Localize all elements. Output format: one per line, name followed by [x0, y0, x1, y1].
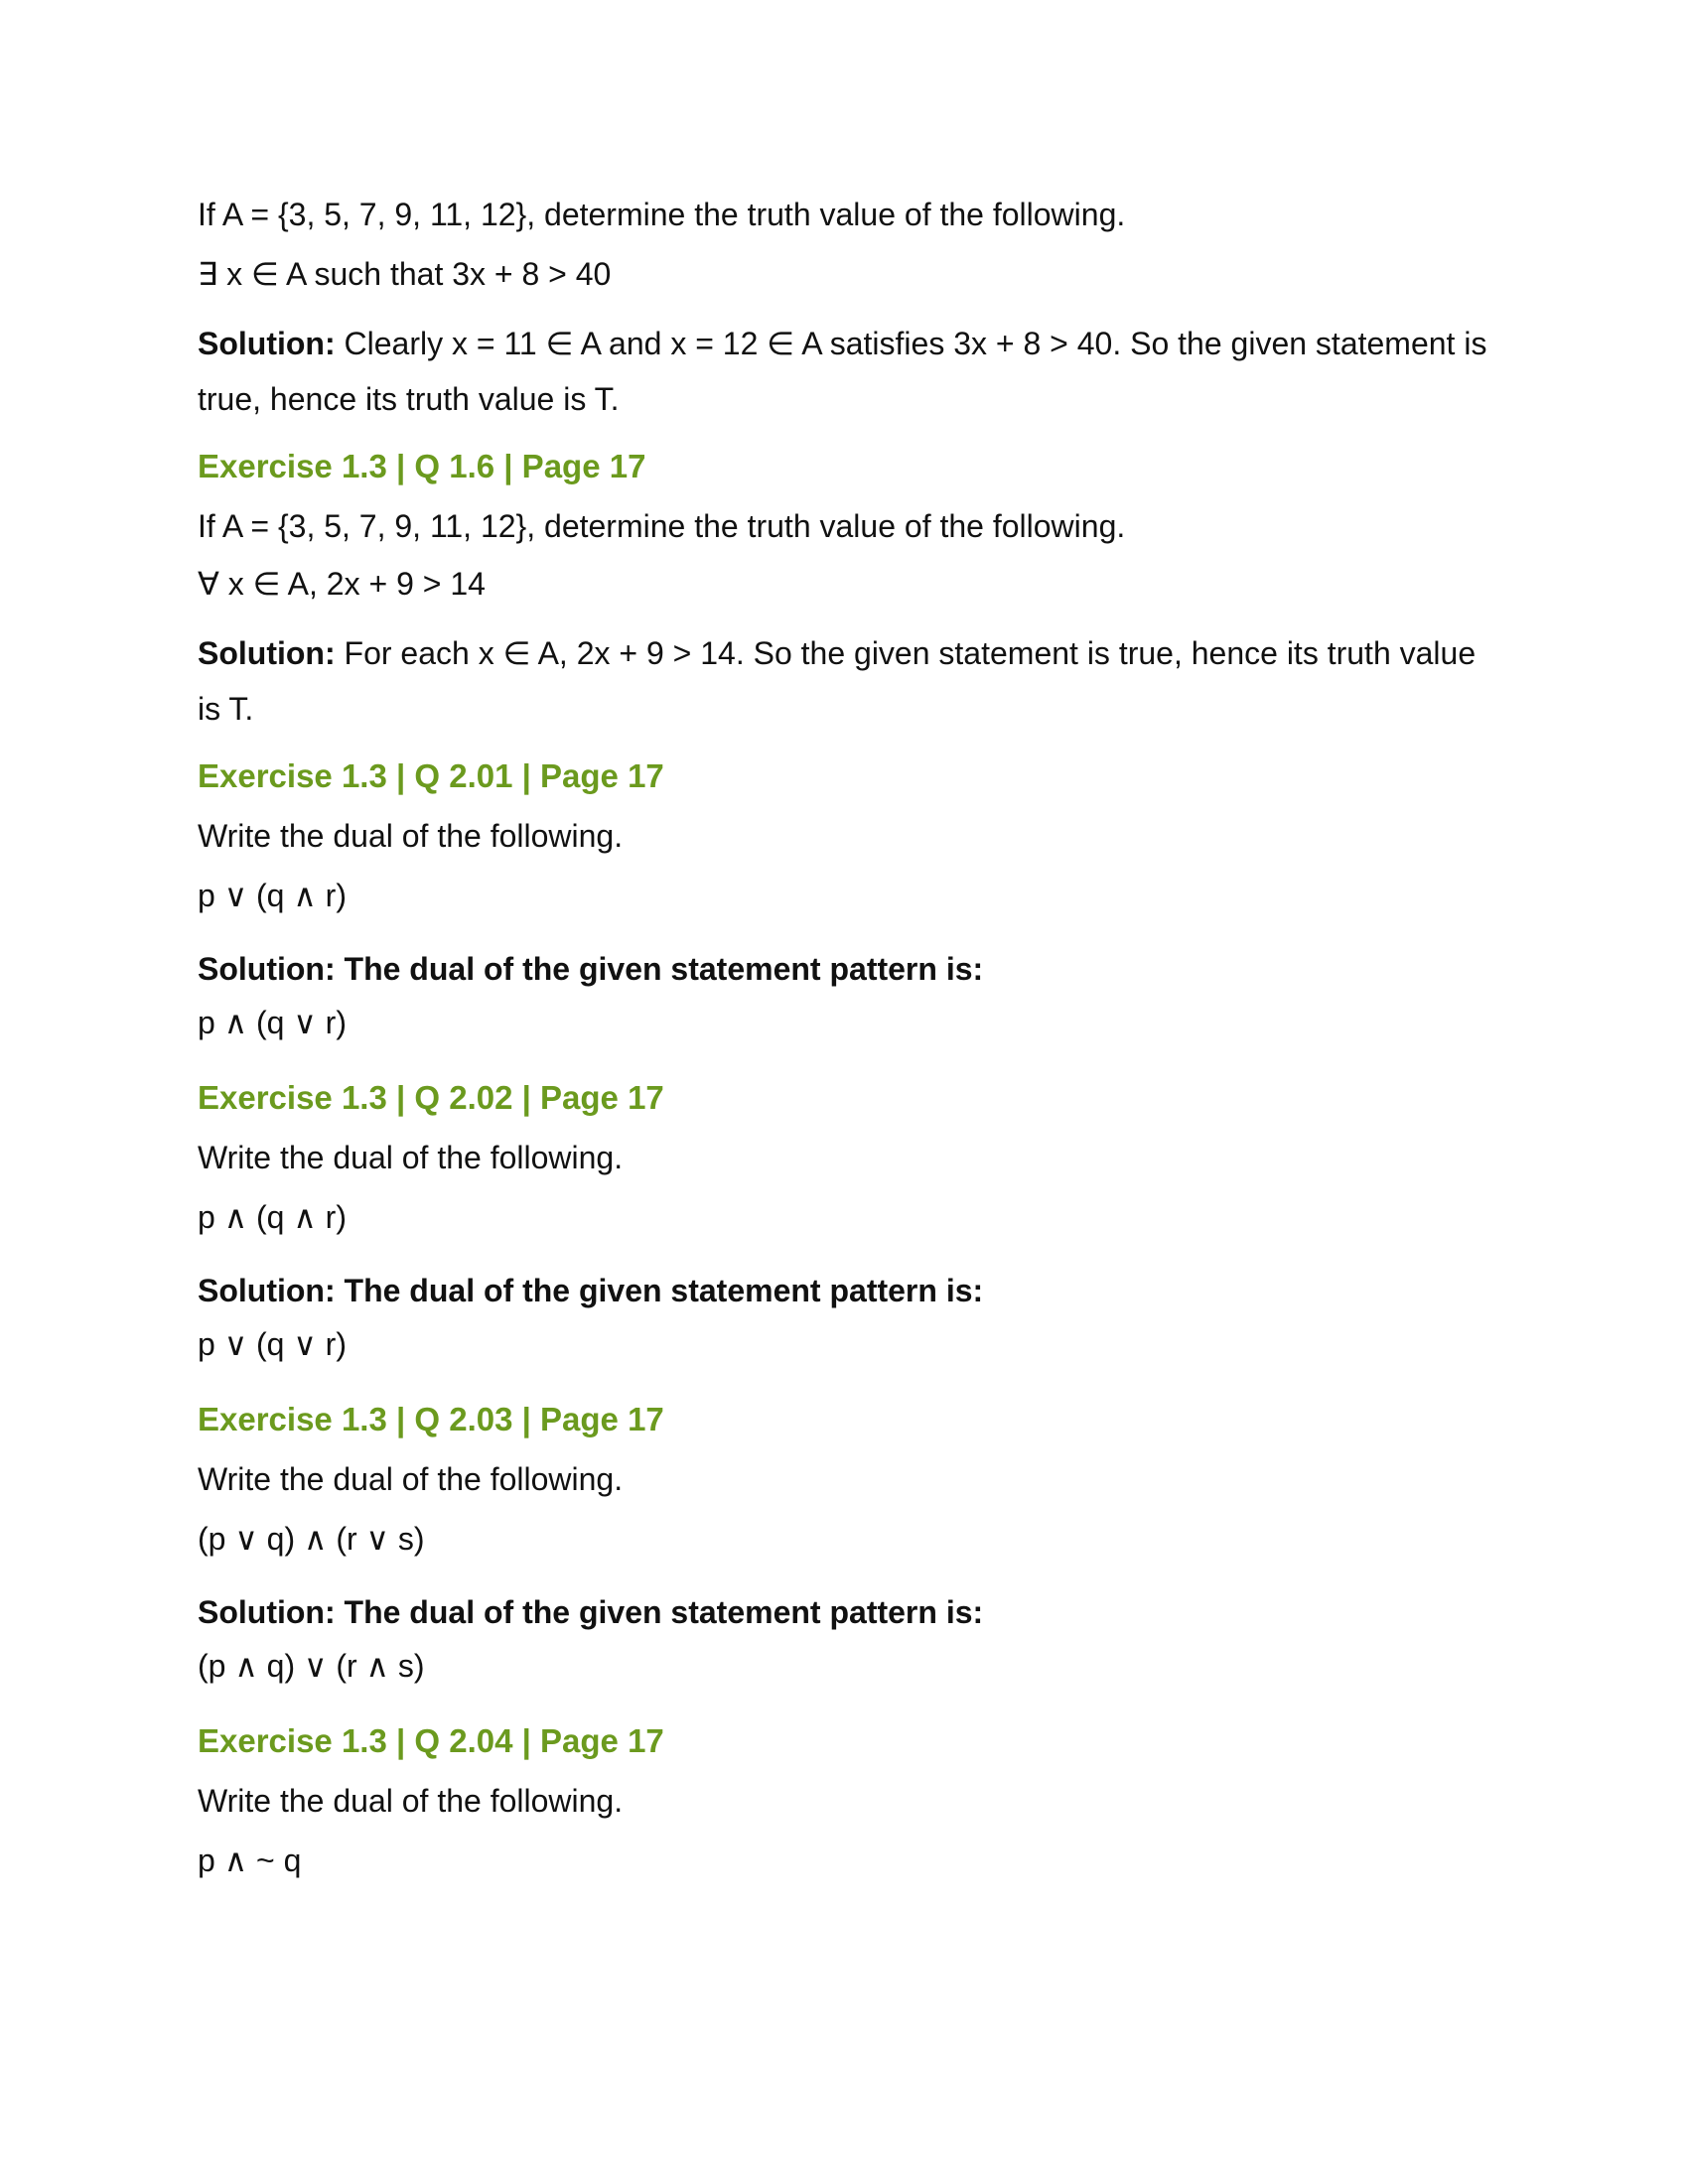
- question-text: If A = {3, 5, 7, 9, 11, 12}, determine the truth value of the following.: [198, 197, 1126, 232]
- solution-text: For each x ∈ A, 2x + 9 > 14. So the given statement is true, hence its truth value is T.: [198, 635, 1477, 727]
- exercise-block: [198, 1078, 1508, 1364]
- solution-heading: Solution: The dual of the given statement pattern is:: [198, 1594, 984, 1630]
- exercise-block: [198, 756, 1508, 1042]
- solution-heading: Solution: The dual of the given statement pattern is:: [198, 951, 984, 987]
- question-text: Write the dual of the following.: [198, 1140, 624, 1175]
- exercise-heading: Exercise 1.3 | Q 2.03 | Page 17: [198, 1401, 664, 1437]
- statement-expression: (p ∨ q) ∧ (r ∨ s): [198, 1521, 425, 1557]
- statement-expression: p ∧ (q ∧ r): [198, 1199, 347, 1235]
- question-text: Write the dual of the following.: [198, 1783, 624, 1819]
- solution-answer: p ∧ (q ∨ r): [198, 1005, 347, 1040]
- solution-label: Solution:: [198, 326, 336, 361]
- statement-expression: p ∨ (q ∧ r): [198, 878, 347, 913]
- solution-text: Clearly x = 11 ∈ A and x = 12 ∈ A satisfies 3x + 8 > 40. So the given statement is true, hence its truth value is T.: [198, 326, 1487, 417]
- statement-expression: ∀ x ∈ A, 2x + 9 > 14: [198, 566, 486, 602]
- solution-paragraph: [198, 316, 1488, 427]
- solution-label: Solution:: [198, 635, 336, 671]
- statement-expression: ∃ x ∈ A such that 3x + 8 > 40: [198, 256, 612, 292]
- solution-answer: (p ∧ q) ∨ (r ∧ s): [198, 1648, 425, 1684]
- solution-heading: Solution: The dual of the given statement pattern is:: [198, 1273, 984, 1308]
- solution-answer: p ∨ (q ∨ r): [198, 1326, 347, 1362]
- exercise-heading: Exercise 1.3 | Q 2.01 | Page 17: [198, 757, 664, 794]
- solution-paragraph: [198, 625, 1488, 737]
- exercise-block: [198, 1400, 1508, 1686]
- statement-expression: p ∧ ~ q: [198, 1843, 302, 1878]
- exercise-heading: Exercise 1.3 | Q 2.02 | Page 17: [198, 1079, 664, 1116]
- question-text: Write the dual of the following.: [198, 1461, 624, 1497]
- document-page: [198, 195, 1508, 1880]
- question-text: If A = {3, 5, 7, 9, 11, 12}, determine the truth value of the following.: [198, 508, 1126, 544]
- exercise-heading: Exercise 1.3 | Q 2.04 | Page 17: [198, 1722, 664, 1759]
- question-text: Write the dual of the following.: [198, 818, 624, 854]
- question-block: [198, 195, 1508, 427]
- exercise-block: [198, 447, 1508, 737]
- exercise-block: [198, 1721, 1508, 1880]
- exercise-heading: Exercise 1.3 | Q 1.6 | Page 17: [198, 448, 646, 484]
